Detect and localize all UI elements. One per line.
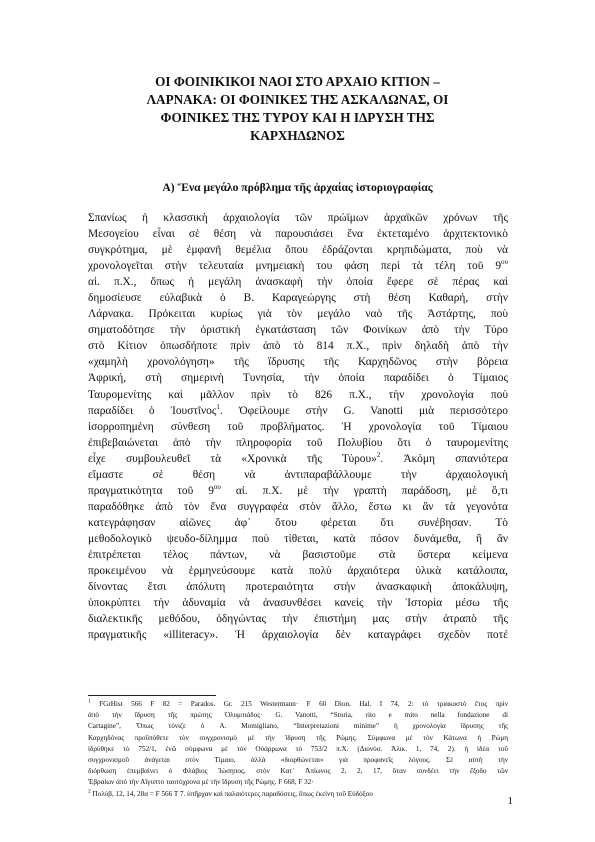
footnote-line: συγχρονισμοῦ ἀνάγεται στὸν Τίμαιο, ἀλλὰ «διορθώνεται» γιὰ προφανεῖς λόγους. Σὲ αὐτὴ τὴν <box>88 755 508 764</box>
footnote-line <box>88 789 508 800</box>
title-line: ΦΟΙΝΙΚΕΣ ΤΗΣ ΤΥΡΟΥ ΚΑΙ Η ΙΔΡΥΣΗ ΤΗΣ <box>160 110 435 125</box>
body-line: διαλεκτικῆς μεθόδου, ὁδηγώντας τὴν ἐπιστήμη μας στὴν ἀτραπὸ τῆς <box>88 613 508 626</box>
body-line: δημοσίευσε εὐλαβικὰ ὁ Β. Καραγεώργης στὴ θέση Καθαρή, στὴν <box>88 292 508 305</box>
footnote-number: 2 <box>88 788 91 795</box>
footnote-line: διόρθωση ἐπεμβαίνει ὁ Φλάβιος Ἰώσηπος, στὸν Κατ᾽ Ἀπίωνος 2, 2, 17, ὅταν συνδέει τὴν ἔξοδο τῶν <box>88 767 508 776</box>
body-line: Λάρνακα. Πρόκειται κυρίως γιὰ τὸν μεγάλο ναὸ τῆς Ἀστάρτης, ποὺ <box>88 308 508 321</box>
body-line: παραδόθηκε ἀπὸ τὸν ἕνα συγγραφέα στὸν ἄλλο, ἔστω κι ἂν τὰ γεγονότα <box>88 500 508 513</box>
body-line: πραγματικῆς «illiteracy». Ἡ ἀρχαιολογία δὲν καταγράφει σχεδὸν ποτέ <box>88 629 508 642</box>
body-line: προκειμένου νὰ ἑρμηνεύσουμε κατὰ πολὺ ἀρχαιότερα ὑλικὰ κατάλοιπα, <box>88 565 508 578</box>
body-line: «χαμηλὴ χρονολόγηση» τῆς ἵδρυσης τῆς Καρχηδῶνος στὴν βόρεια <box>88 356 508 369</box>
page-number: 1 <box>507 795 513 807</box>
body-line: σηματοδότησε τὴν ὁριστικὴ ἐγκατάσταση τῶν Φοινίκων ἀπὸ τὴν Τύρο <box>88 324 508 337</box>
body-line: αἰ. π.Χ., ὅπως ἡ μεγάλη ἀνασκαφὴ τὴν ὁποία ἔφερε σὲ πέρας καὶ <box>88 276 508 289</box>
body-line: στὸ Κίτιον ὁπωσδήποτε πρὶν ἀπὸ τὸ 814 π.Χ., πρὶν δηλαδὴ ἀπὸ τὴν <box>88 340 508 353</box>
document-title <box>100 73 495 145</box>
body-line: ἰσορροπημένη σύνθεση τοῦ προβλήματος. Ἡ χρονολογία τοῦ Τίμαιου <box>88 420 508 433</box>
body-line <box>88 483 508 499</box>
section-heading: Α) Ἕνα μεγάλο πρόβλημα τῆς ἀρχαίας ἱστοριογραφίας <box>162 181 433 194</box>
footnote-ref-2[interactable]: 2 <box>376 450 381 459</box>
footnote-line: ἀπὸ τὴν ἵδρυση τῆς πρώτης Ὀλυμπιάδος· G. Vanotti, “Storia, rito e mito nella fondazione di <box>88 711 508 720</box>
body-line-text: χρονολογεῖται στὴν τελευταία μνημειακὴ του φάση περὶ τὰ τέλη τοῦ 9 <box>88 260 502 273</box>
body-line-text: εἶχε συμβουλευθεῖ τὰ «Χρονικὰ τῆς Τύρου» <box>88 452 377 465</box>
footnote-line: Ἑβραίων ἀπὸ τὴν Αἴγυπτο ταυτόχρονα μὲ τὴν ἵδρυση τῆς Ρώμης. F 668, F 32· <box>88 778 314 787</box>
body-line: δίνοντας ἔτσι ἀπόλυτη προτεραιότητα στὴν ἀνασκαφικὴ ἀποκάλυψη, <box>88 581 508 594</box>
footnote-text: FGrHist 566 F 82 = Parados. Gr. 215 Westermann· F 60 Dion. Hal. I 74, 2: τὸ τριακοστὸ ἔτος πρὶν <box>99 700 508 708</box>
body-line: ἐπιβεβαιώνεται ἀπὸ τὴν πληροφορία τοῦ Πολυβίου ὅτι ὁ ταυρομενίτης <box>88 436 508 449</box>
body-line: Ταυρομενίτης καὶ μᾶλλον πρὶν τὸ 826 π.Χ., τὴν χρονολογία ποὺ <box>88 388 508 401</box>
body-line: Σπανίως ἡ κλασσικὴ ἀρχαιολογία τῶν πρώϊμων ἀρχαϊκῶν χρόνων τῆς <box>88 212 508 224</box>
footnote-line <box>88 699 508 710</box>
superscript: ου <box>213 483 221 491</box>
title-line: ΚΑΡΧΗΔΩΝΟΣ <box>250 128 345 143</box>
footnote-line: Cartagine”, Ὅπως τόνιζε ὁ A. Momigliano, “Interpretazioni minime” ἡ χρονολογία ἵδρυσης τῆς <box>88 722 508 731</box>
body-line-text: παραδίδει ὁ Ἰουστῖνος <box>88 404 217 417</box>
body-line: ὑποκρύπτει τὴν ἀδυναμία νὰ ἀνασυνθέσει κανεὶς τὴν Ἱστορία μέσω τῆς <box>88 597 508 610</box>
footnotes <box>88 699 508 800</box>
title-line: ΟΙ ΦΟΙΝΙΚΙΚΟΙ ΝΑΟΙ ΣΤΟ ΑΡΧΑΙΟ ΚΙΤΙΟΝ – <box>155 74 440 89</box>
body-line <box>88 258 508 274</box>
body-line: ἐπιτρέπεται τέλος πάντων, νὰ βασιστοῦμε στὰ ὕστερα κείμενα <box>88 548 508 561</box>
body-line: Ἀφρική, στὴ σημερινὴ Τυνησία, τὴν ὁποία παραδίδει ὁ Τίμαιος <box>88 372 508 385</box>
body-line-text: . Ἀκόμη σπανιότερα <box>380 452 508 465</box>
body-line: μεθοδολογικὸ ψευδο-δίλημμα ποὺ τίθεται, κατὰ πόσον δυνάμεθα, ἢ ἂν <box>88 532 508 545</box>
body-line: εἴμαστε σὲ θέση νὰ ἀντιπαραβάλλουμε τὴν ἀρχαιολογικὴ <box>88 468 508 481</box>
footnote-number: 1 <box>88 699 91 705</box>
footnote-text: Πολύβ, 12, 14, 28α = F 566 T 7. ὑπῆρχαν καὶ παλαιότερες παραδόσεις, ὅπως ἐκείνη τοῦ Εὐδόξου <box>92 789 373 798</box>
footnote-line: ἱδρύθηκε τὸ 752/1, ἐνῶ σύμφωνα μὲ τὸν Οὐάρρωνα τὸ 753/2 π.Χ. (Διονύσ. Ἁλικ. 1, 74, 2). ἡ ἰδέα τοῦ <box>88 744 508 753</box>
body-line-text: . Ὀφείλουμε στὴν G. Vanotti μιὰ περισσότερο <box>219 404 508 417</box>
body-line-text: αἰ. π.Χ. μὲ τὴν γραπτὴ παράδοση, μὲ ὅ,τι <box>220 484 508 497</box>
body-line: συγκρότημα, μὲ ἐμφανῆ θεμέλια ὅπου ἐδράζονται κρηπιδώματα, ποὺ νὰ <box>88 244 508 257</box>
body-line-text: πραγματικότητα τοῦ 9 <box>88 484 214 497</box>
body-line: κατεγράφησαν αἰῶνες ἀφ᾽ ὅτου φέρεται ὅτι συνέβησαν. Τὸ <box>88 516 508 529</box>
body-line <box>88 403 508 419</box>
body-text <box>88 210 508 643</box>
footnote-line: Καρχηδόνας προὔπόθετε τὸν συγχρονισμὸ μὲ τὴν ἵδρυση τῆς Ρώμης. Σύμφωνα μὲ τὸν Κάτωνα ἡ Ρώμη <box>88 733 508 742</box>
body-line: Μεσογείου εἶναι σὲ θέση νὰ παρουσιάσει ἕνα ἐκτεταμένο ἀρχιτεκτονικὸ <box>88 228 508 241</box>
body-line <box>88 451 508 467</box>
title-line: ΛΑΡΝΑΚΑ: ΟΙ ΦΟΙΝΙΚΕΣ ΤΗΣ ΑΣΚΑΛΩΝΑΣ, ΟΙ <box>146 92 449 107</box>
footnote-divider <box>88 695 216 696</box>
superscript: ου <box>501 258 508 267</box>
footnote-ref-1[interactable]: 1 <box>216 402 220 411</box>
